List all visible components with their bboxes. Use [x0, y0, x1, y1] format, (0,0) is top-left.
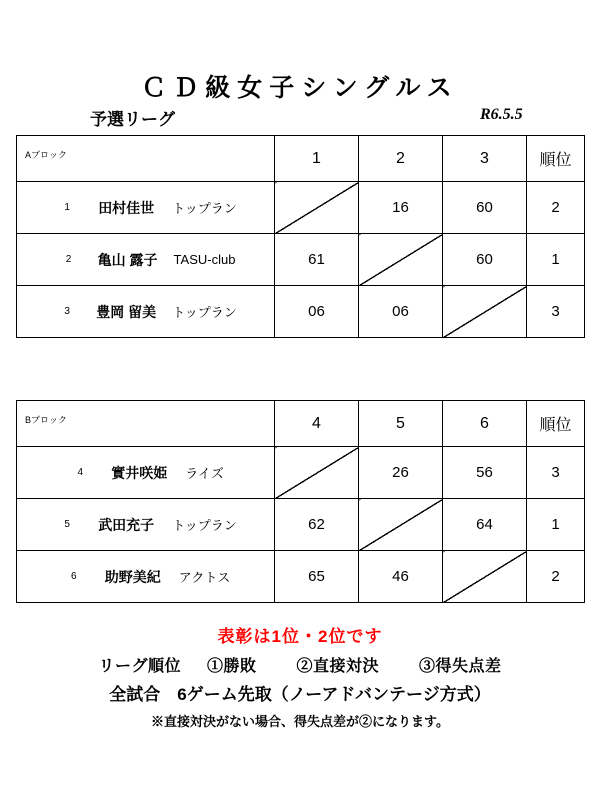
rank-cell: 1 [527, 234, 585, 286]
player-cell [17, 499, 275, 551]
score-cell: 62 [275, 499, 359, 551]
player-cell [17, 551, 275, 603]
player-team: TASU-club [173, 252, 236, 267]
table-row [17, 551, 585, 603]
block-b-table [16, 400, 585, 603]
block-label-cell [17, 401, 275, 447]
score-cell: 06 [275, 286, 359, 338]
score-cell [443, 286, 527, 338]
player-team: トップラン [172, 201, 237, 216]
notes-section [0, 622, 600, 730]
rank-cell: 2 [527, 551, 585, 603]
player-name: 豊岡 留美 [96, 303, 157, 320]
player-cell [17, 447, 275, 499]
score-cell: 46 [359, 551, 443, 603]
table-row [17, 447, 585, 499]
score-cell [359, 234, 443, 286]
score-cell: 06 [359, 286, 443, 338]
player-name: 助野美紀 [104, 568, 161, 585]
page-title: ＣＤ級女子シングルス [141, 74, 459, 102]
player-seed: 2 [65, 254, 72, 265]
column-header-3: 3 [443, 136, 527, 182]
criterion-1: ①勝敗 [206, 658, 257, 675]
score-cell [359, 499, 443, 551]
ranking-label: リーグ順位 [98, 658, 181, 675]
player-seed: 4 [77, 467, 84, 478]
page-subtitle: 予選リーグ [90, 110, 175, 129]
score-cell: 16 [359, 182, 443, 234]
player-team: トップラン [172, 518, 237, 533]
player-seed: 1 [64, 202, 70, 213]
criterion-3: ③得失点差 [419, 658, 502, 675]
player-cell [17, 182, 275, 234]
score-cell: 56 [443, 447, 527, 499]
criterion-2: ②直接対決 [296, 658, 380, 675]
player-name: 武田充子 [98, 516, 155, 533]
player-name: 亀山 露子 [97, 251, 158, 268]
column-header-4: 4 [275, 401, 359, 447]
table-header-row [17, 136, 585, 182]
player-seed: 5 [64, 519, 70, 530]
column-header-2: 2 [359, 136, 443, 182]
score-cell: 65 [275, 551, 359, 603]
ranking-criteria [0, 653, 600, 676]
player-cell [17, 286, 275, 338]
player-name: 實井咲姫 [111, 464, 168, 481]
rank-cell: 3 [527, 286, 585, 338]
award-note: 表彰は1位・2位です [217, 627, 383, 646]
player-team: アクトス [178, 570, 231, 585]
match-format: 全試合 6ゲーム先取（ノーアドバンテージ方式） [109, 685, 491, 704]
table-row [17, 182, 585, 234]
table-row [17, 286, 585, 338]
column-header-1: 1 [275, 136, 359, 182]
player-seed: 3 [64, 306, 70, 317]
column-header-rank: 順位 [527, 136, 585, 182]
rank-cell: 3 [527, 447, 585, 499]
score-cell [275, 182, 359, 234]
block-label: Bブロック [25, 415, 67, 425]
block-a-table [16, 135, 585, 338]
player-name: 田村佳世 [98, 199, 155, 216]
rank-cell: 1 [527, 499, 585, 551]
player-team: トップラン [172, 305, 237, 320]
column-header-rank: 順位 [527, 401, 585, 447]
score-cell: 64 [443, 499, 527, 551]
column-header-6: 6 [443, 401, 527, 447]
block-label-cell [17, 136, 275, 182]
score-cell [443, 551, 527, 603]
column-header-5: 5 [359, 401, 443, 447]
player-cell [17, 234, 275, 286]
player-team: ライズ [185, 466, 224, 481]
table-row [17, 234, 585, 286]
table-header-row [17, 401, 585, 447]
player-seed: 6 [70, 571, 77, 582]
score-cell: 61 [275, 234, 359, 286]
table-row [17, 499, 585, 551]
rank-cell: 2 [527, 182, 585, 234]
event-date: R6.5.5 [480, 106, 523, 123]
score-cell [275, 447, 359, 499]
block-label: Aブロック [25, 150, 67, 160]
footnote: ※直接対決がない場合、得失点差が②になります。 [151, 714, 449, 729]
score-cell: 60 [443, 182, 527, 234]
score-cell: 60 [443, 234, 527, 286]
score-cell: 26 [359, 447, 443, 499]
